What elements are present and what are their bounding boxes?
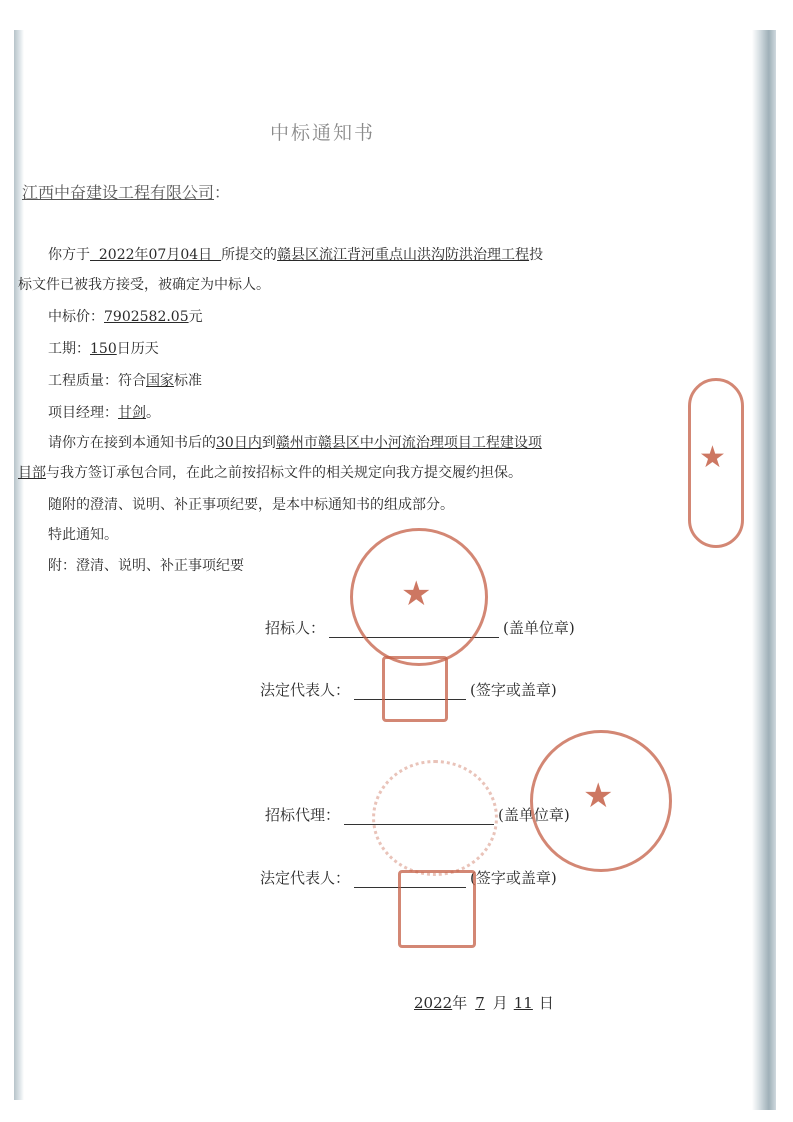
tenderer-seal	[350, 528, 488, 666]
quality-tail: 标准	[174, 373, 202, 389]
para2-b: 到	[261, 435, 276, 451]
seal-star-icon: ★	[583, 776, 614, 816]
manager-line	[48, 402, 160, 422]
personal-seal-2	[398, 870, 476, 948]
faint-seal	[372, 760, 498, 876]
legal-rep-note: (签字或盖章)	[470, 681, 557, 699]
contract-place: 赣州市赣县区中小河流治理项目工程建设项	[275, 435, 542, 451]
quality-value: 国家	[146, 373, 174, 389]
quality-label: 工程质量：符合	[48, 373, 146, 389]
paragraph-1-line-1	[48, 244, 543, 264]
paragraph-2-line-2	[18, 462, 522, 482]
period-value: 150	[90, 341, 117, 357]
date-day-unit: 日	[538, 994, 554, 1012]
legal-rep-label: 法定代表人：	[260, 681, 351, 699]
legal-rep2-label: 法定代表人：	[260, 869, 351, 887]
date-month-unit: 月	[492, 994, 508, 1012]
date-year-unit: 年	[452, 994, 468, 1012]
para2-a: 请你方在接到本通知书后的	[48, 435, 216, 451]
personal-seal-1	[382, 656, 448, 722]
contract-days: 30日内	[216, 435, 262, 451]
period-line	[48, 338, 159, 358]
bid-price-line	[48, 306, 203, 326]
period-label: 工期：	[48, 341, 90, 357]
legal-rep2-note: (签字或盖章)	[470, 869, 557, 887]
para1-prefix: 你方于	[48, 247, 90, 263]
tenderer-note: (盖单位章)	[503, 619, 575, 637]
quality-line	[48, 370, 202, 390]
recipient-suffix: ：	[214, 183, 231, 202]
date-year: 2022	[414, 994, 453, 1012]
date-month: 7	[475, 994, 485, 1012]
attachment-line: 附：澄清、说明、补正事项纪要	[48, 558, 244, 574]
contract-place-end: 目部	[18, 465, 46, 481]
paragraph-3: 随附的澄清、说明、补正事项纪要，是本中标通知书的组成部分。	[48, 497, 454, 513]
price-unit: 元	[188, 309, 203, 325]
issue-date	[414, 992, 554, 1013]
paragraph-4: 特此通知。	[48, 527, 118, 543]
recipient-company: 江西中奋建设工程有限公司	[22, 183, 215, 202]
manager-tail: 。	[146, 405, 160, 421]
agent-seal	[530, 730, 672, 872]
paragraph-2-line-1	[48, 432, 542, 452]
bid-price-value: 7902582.05	[104, 309, 189, 325]
submission-date: 2022年07月04日	[90, 247, 222, 263]
period-unit: 日历天	[116, 341, 159, 357]
seal-star-icon: ★	[401, 574, 432, 614]
page-title: 中标通知书	[270, 122, 376, 144]
para1-mid: 所提交的	[221, 247, 278, 263]
seal-star-icon: ★	[699, 440, 726, 475]
para1-tail: 投	[529, 247, 544, 263]
manager-value: 甘剑	[118, 405, 146, 421]
project-name: 赣县区流江背河重点山洪沟防洪治理工程	[277, 247, 530, 263]
right-edge-seal	[688, 378, 744, 548]
price-label: 中标价：	[48, 309, 104, 325]
tenderer-label: 招标人：	[265, 619, 326, 637]
recipient-line	[22, 180, 230, 203]
para2-c: 与我方签订承包合同，在此之前按招标文件的相关规定向我方提交履约担保。	[46, 465, 522, 481]
agent-note: (盖单位章)	[498, 806, 570, 824]
manager-label: 项目经理：	[48, 405, 118, 421]
agent-label: 招标代理：	[265, 806, 341, 824]
paragraph-1-line-2: 标文件已被我方接受，被确定为中标人。	[18, 277, 270, 293]
date-day: 11	[513, 994, 533, 1012]
